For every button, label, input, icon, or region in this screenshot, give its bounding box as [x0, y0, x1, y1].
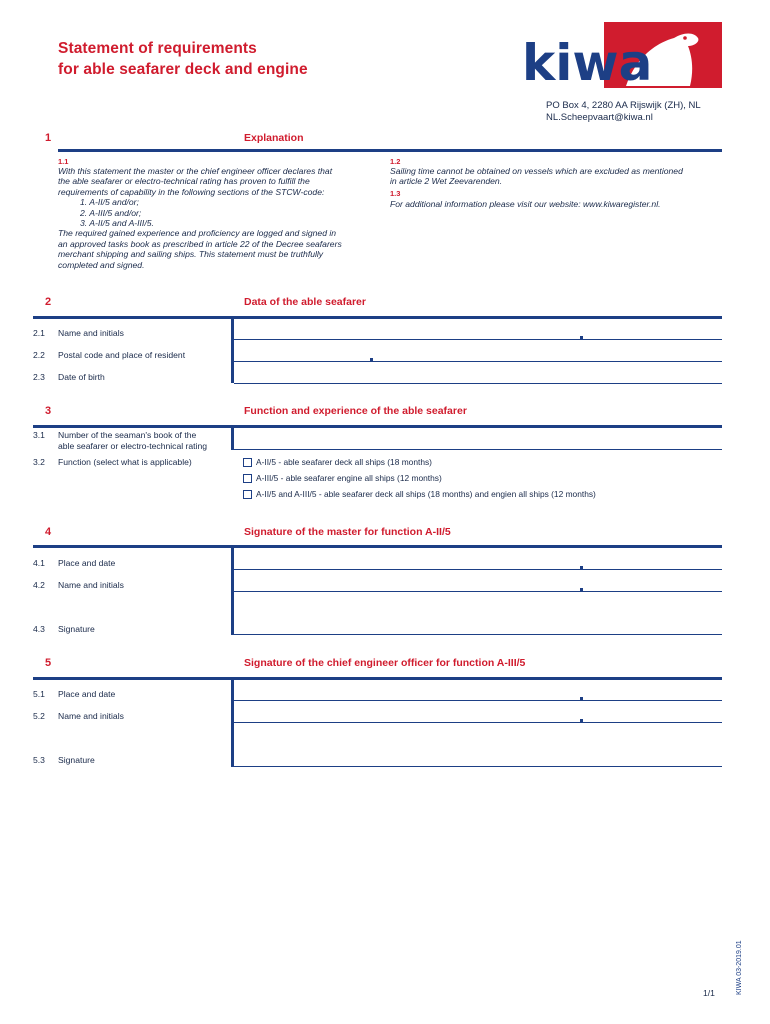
field-3-2-number: 3.2 — [33, 457, 45, 467]
field-2-2-number: 2.2 — [33, 350, 45, 360]
field-5-2-number: 5.2 — [33, 711, 45, 721]
field-2-2-label: Postal code and place of resident — [58, 350, 186, 360]
field-2-3-underline — [234, 383, 722, 384]
chief-engineer-name-initials-input[interactable] — [234, 702, 722, 722]
field-5-2-label: Name and initials — [58, 711, 124, 721]
field-5-1-number: 5.1 — [33, 689, 45, 699]
section4-heading: Signature of the master for function A-II/5 — [244, 526, 451, 538]
master-place-date-input[interactable] — [234, 548, 722, 569]
field-2-2-underline — [234, 361, 722, 362]
field-4-3-underline — [234, 634, 722, 635]
page-number: 1/1 — [703, 988, 715, 998]
address-line1: PO Box 4, 2280 AA Rijswijk (ZH), NL — [546, 100, 701, 111]
kiwa-logo — [522, 22, 722, 90]
function-a-ii-5-checkbox[interactable] — [243, 458, 252, 467]
field-2-1-label: Name and initials — [58, 328, 124, 338]
chief-engineer-place-date-input[interactable] — [234, 680, 722, 700]
field-3-1-label: Number of the seaman's book of the able seafarer or electro-technical rating — [58, 430, 208, 451]
subsection-1-3-text: For additional information please visit our website: www.kiwaregister.nl. — [390, 199, 661, 209]
subsection-1-2-text: Sailing time cannot be obtained on vessels which are excluded as mentioned in article 2 Wet Zeevarenden. — [390, 166, 683, 187]
document-title-line1: Statement of requirements — [58, 40, 257, 57]
field-2-3-number: 2.3 — [33, 372, 45, 382]
name-and-initials-input[interactable] — [234, 319, 722, 339]
field-5-3-number: 5.3 — [33, 755, 45, 765]
field-4-1-number: 4.1 — [33, 558, 45, 568]
section3-heading: Function and experience of the able seafarer — [244, 405, 467, 417]
field-4-3-number: 4.3 — [33, 624, 45, 634]
document-code: KIWA 03-2019.01 — [736, 940, 743, 995]
date-of-birth-input[interactable] — [234, 363, 722, 383]
seamans-book-number-input[interactable] — [234, 428, 722, 449]
section2-number: 2 — [45, 296, 52, 308]
master-signature-field[interactable] — [234, 593, 722, 634]
section2-heading: Data of the able seafarer — [244, 296, 366, 308]
field-2-1-underline — [234, 339, 722, 340]
subsection-1-1-number: 1.1 — [58, 157, 69, 166]
function-both-label: A-II/5 and A-III/5 - able seafarer deck all ships (18 months) and engien all ships (12 months) — [256, 489, 596, 499]
field-4-2-label: Name and initials — [58, 580, 124, 590]
field-2-3-label: Date of birth — [58, 372, 105, 382]
kiwa-logo-text: kiwa — [522, 34, 653, 90]
function-a-iii-5-label: A-III/5 - able seafarer engine all ships (12 months) — [256, 473, 442, 483]
field-4-1-label: Place and date — [58, 558, 116, 568]
field-4-3-label: Signature — [58, 624, 95, 634]
field-5-2-underline — [234, 722, 722, 723]
section5-number: 5 — [45, 657, 52, 669]
section1-number: 1 — [45, 132, 52, 144]
field-2-1-number: 2.1 — [33, 328, 45, 338]
function-both-checkbox[interactable] — [243, 490, 252, 499]
contact-email[interactable]: NL.Scheepvaart@kiwa.nl — [546, 112, 653, 123]
function-a-ii-5-label: A-II/5 - able seafarer deck all ships (18 months) — [256, 457, 432, 467]
field-4-1-underline — [234, 569, 722, 570]
field-4-2-number: 4.2 — [33, 580, 45, 590]
master-name-initials-input[interactable] — [234, 571, 722, 591]
field-5-3-label: Signature — [58, 755, 95, 765]
document-title-line2: for able seafarer deck and engine — [58, 61, 308, 78]
field-3-1-underline — [234, 449, 722, 450]
field-4-2-underline — [234, 591, 722, 592]
field-5-1-label: Place and date — [58, 689, 116, 699]
field-3-1-number: 3.1 — [33, 430, 45, 440]
subsection-1-2-number: 1.2 — [390, 157, 401, 166]
section5-heading: Signature of the chief engineer officer for function A-III/5 — [244, 657, 526, 669]
field-5-3-underline — [234, 766, 722, 767]
postal-code-place-input[interactable] — [234, 341, 722, 361]
field-3-2-label: Function (select what is applicable) — [58, 457, 192, 467]
section4-number: 4 — [45, 526, 52, 538]
subsection-1-1-text: With this statement the master or the chief engineer officer declares that the able seafarer or electro-technical rating has proven to fulfill the requirements of capability in the following sections of the STCW-code: 1. A-II/5 and/or; 2. A-III/5 and/or; 3. A-II/5 and A-III/5. The required gained experience and proficiency are logged and signed in an approved tasks book as prescribed in article 22 of the Decree seafarers merchant shipping and sailing ships. This statement must be truthfully completed and signed. — [58, 166, 342, 270]
chief-engineer-signature-field[interactable] — [234, 724, 722, 766]
function-a-iii-5-checkbox[interactable] — [243, 474, 252, 483]
field-5-1-underline — [234, 700, 722, 701]
subsection-1-3-number: 1.3 — [390, 189, 401, 198]
section3-number: 3 — [45, 405, 52, 417]
section1-heading: Explanation — [244, 132, 304, 144]
section1-divider — [58, 149, 722, 152]
